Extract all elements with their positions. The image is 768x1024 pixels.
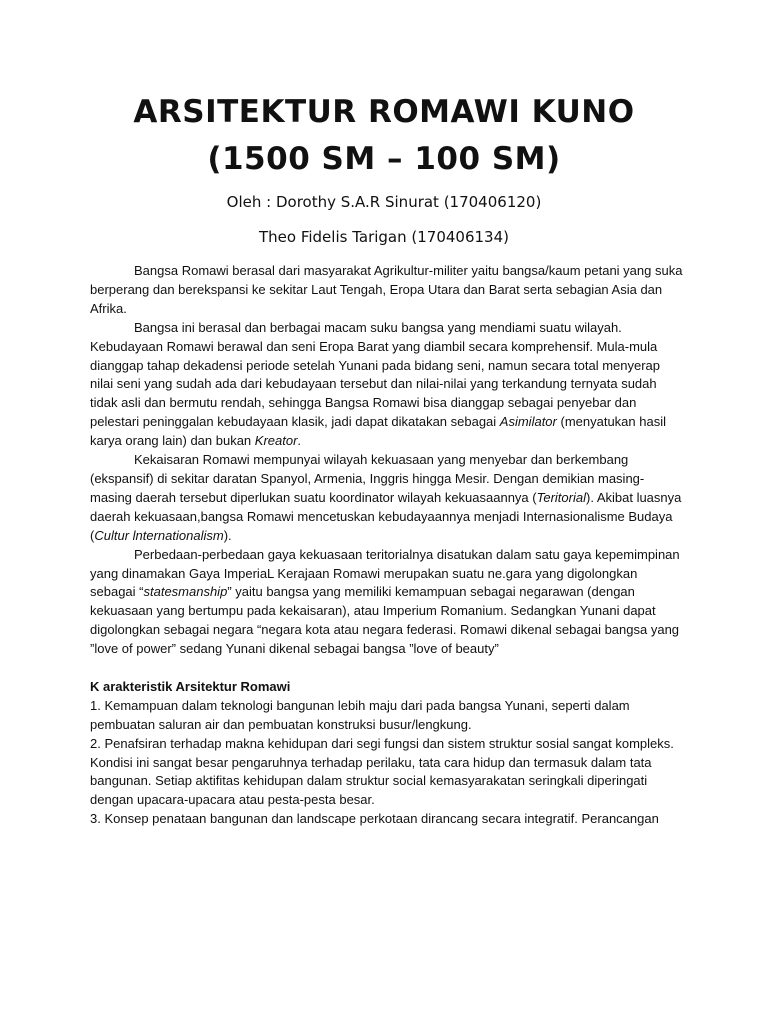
- list-item-2-line-1: Kondisi ini sangat besar pengaruhnya terhadap perilaku, tata cara hidup dan termasuk dalam tata: [90, 754, 652, 770]
- blank-line: [90, 659, 686, 678]
- paragraph-4-text-a: Perbedaan-perbedaan gaya kekuasaan teritorialnya disatukan dalam satu gaya kepemimpinan yang dinamakan Gaya ImperiaL Kerajaan Romawi merupakan suatu ne.gara yang digolongkan sebagai “: [90, 546, 680, 600]
- paragraph-4-text-b: ” yaitu bangsa yang memiliki kemampuan sebagai negarawan (dengan kekuasaan yang bertumpu pada kekaisaran), atau Imperium Romanium. Sedangkan Yunani dapat digolongkan sebagai negara “negara kota atau negara federasi. Romawi dikenal sebagai bangsa yang ”love of power” sedang Yunani dikenal sebagai bangsa ”love of beauty”: [90, 584, 680, 657]
- list-item-2: 2. Penafsiran terhadap makna kehidupan dari segi fungsi dan sistem struktur sosial sangat kompleks.: [90, 735, 674, 751]
- author-line1: Oleh : Dorothy S.A.R Sinurat (170406120): [226, 193, 542, 211]
- paragraph-2-emphasis-kreator: Kreator: [254, 433, 298, 449]
- paragraph-3-emphasis-teritorial: Teritorial: [536, 489, 586, 505]
- list-item-2-line-3: dengan upacara-upacara atau pesta-pesta besar.: [90, 792, 375, 808]
- paragraph-4-emphasis-statesmanship: statesmanship: [143, 584, 228, 600]
- paragraph-2-text-a: Bangsa ini berasal dan berbagai macam suku bangsa yang mendiami suatu wilayah. Kebudayaan Romawi berawal dan seni Eropa Barat yang diambil secara komprehensif. Mula-mula dianggap tahap dekadensi periode setelah Yunani pada bidang seni, namun secara total menyerap nilai seni yang sudah ada dari kebudayaan tersebut dan nilai-nilai yang terkandung ternyata sudah tidak asli dan bermutu rendah, sehingga Bangsa Romawi bisa dianggap sebagai penyebar dan pelestari peninggalan kebudayaan klasik, jadi dapat dikatakan sebagai: [90, 319, 661, 430]
- paragraph-3-text-c: ).: [223, 527, 232, 543]
- list-item-1: 1. Kemampuan dalam teknologi bangunan lebih maju dari pada bangsa Yunani, seperti dalam pembuatan saluran air dan pembuatan konstruksi busur/lengkung.: [90, 697, 630, 732]
- paragraph-3-text-b: ). Akibat luasnya daerah kekuasaan,bangsa Romawi mencetuskan kebudayaannya menjadi Internasionalisme Budaya (: [90, 489, 682, 543]
- list-item-2-line-2: bangunan. Setiap aktifitas kehidupan dalam struktur social kemasyarakatan seringkali diperingati: [90, 773, 648, 789]
- paragraph-3-text-a: Kekaisaran Romawi mempunyai wilayah kekuasaan yang menyebar dan berkembang (ekspansif) di sekitar daratan Spanyol, Armenia, Inggris hingga Mesir. Dengan demikian masing-masing daerah tersebut diperlukan suatu koordinator wilayah kekuasaannya (: [90, 452, 645, 505]
- paragraph-2-emphasis-asimilator: Asimilator: [499, 414, 557, 430]
- section-heading: K arakteristik Arsitektur Romawi: [90, 678, 291, 694]
- document-title-line1: ARSITEKTUR ROMAWI KUNO: [133, 94, 635, 130]
- paragraph-2: [90, 319, 686, 451]
- author-line2: Theo Fidelis Tarigan (170406134): [258, 228, 509, 246]
- paragraph-2-text-c: .: [297, 433, 302, 449]
- paragraph-2-text-b: (menyatukan hasil karya orang lain) dan bukan: [90, 414, 666, 449]
- list-item-3: 3. Konsep penataan bangunan dan landscape perkotaan dirancang secara integratif. Perancangan: [90, 811, 659, 827]
- paragraph-3: [90, 451, 686, 546]
- paragraph-4: [90, 546, 686, 659]
- document-body: [90, 262, 686, 829]
- document-title-line2: (1500 SM – 100 SM): [207, 141, 561, 177]
- paragraph-3-emphasis-cultur: Cultur lnternationalism: [94, 527, 224, 543]
- paragraph-1: Bangsa Romawi berasal dari masyarakat Agrikultur-militer yaitu bangsa/kaum petani yang suka berperang dan berekspansi ke sekitar Laut Tengah, Eropa Utara dan Barat serta sebagian Asia dan Afrika.: [90, 263, 683, 316]
